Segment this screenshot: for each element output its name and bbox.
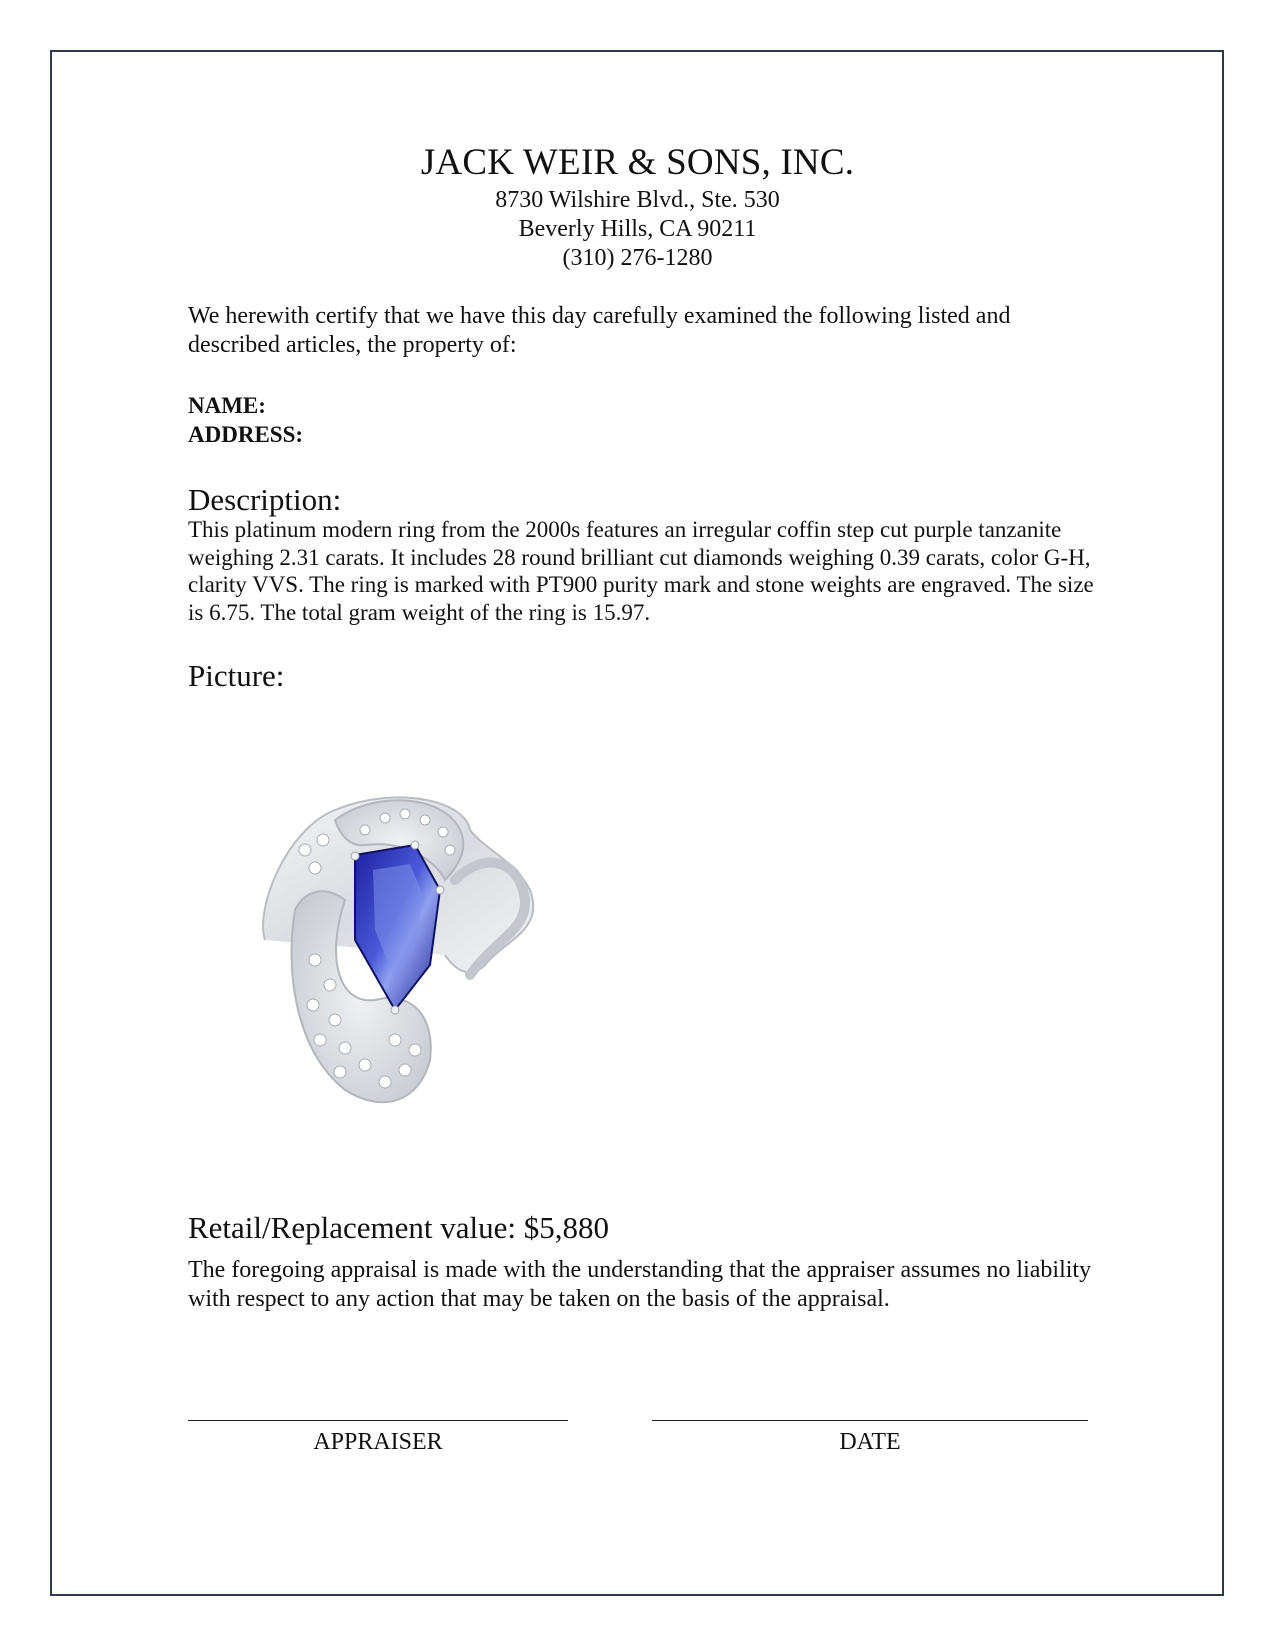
date-label: DATE bbox=[839, 1429, 901, 1455]
ring-photo bbox=[255, 790, 555, 1120]
phone-number: (310) 276-1280 bbox=[562, 245, 713, 271]
address-label: ADDRESS: bbox=[188, 422, 304, 447]
certification-statement: We herewith certify that we have this day carefully examined the following listed and described articles, the property of: bbox=[188, 303, 1011, 358]
picture-heading: Picture: bbox=[188, 658, 285, 693]
certificate-border bbox=[50, 50, 1224, 1596]
letterhead bbox=[0, 140, 1275, 273]
name-label: NAME: bbox=[188, 393, 266, 418]
appraiser-label: APPRAISER bbox=[313, 1429, 443, 1455]
owner-fields bbox=[188, 391, 1108, 449]
liability-disclaimer: The foregoing appraisal is made with the understanding that the appraiser assumes no liability with respect to any action that may be taken on the basis of the appraisal. bbox=[188, 1257, 1092, 1312]
address-line-1: 8730 Wilshire Blvd., Ste. 530 bbox=[495, 187, 780, 213]
company-name: JACK WEIR & SONS, INC. bbox=[420, 142, 855, 183]
ring-illustration bbox=[255, 790, 555, 1120]
replacement-value: Retail/Replacement value: $5,880 bbox=[188, 1210, 609, 1245]
address-line-2: Beverly Hills, CA 90211 bbox=[518, 216, 757, 242]
description-text: This platinum modern ring from the 2000s features an irregular coffin step cut purple tanzanite weighing 2.31 carats. It includes 28 round brilliant cut diamonds weighing 0.39 carats, color G-H, clarity VVS. The ring is marked with PT900 purity mark and stone weights are engraved. The size is 6.75. The total gram weight of the ring is 15.97. bbox=[188, 517, 1094, 625]
date-signature-line bbox=[652, 1420, 1088, 1421]
description-heading: Description: bbox=[188, 482, 342, 517]
appraiser-signature-line bbox=[188, 1420, 568, 1421]
